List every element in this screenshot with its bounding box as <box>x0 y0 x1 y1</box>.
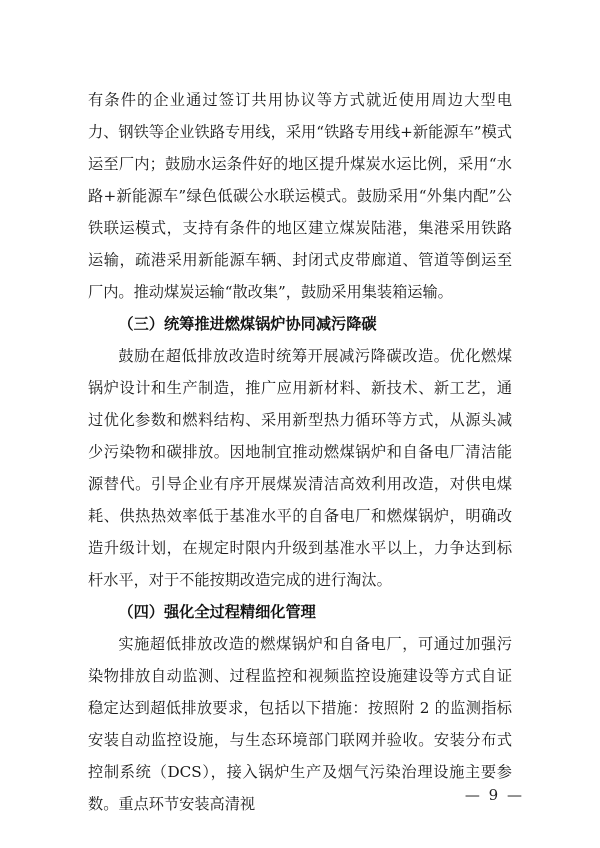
page-number: — 9 — <box>464 786 524 804</box>
section-heading-3: （三）统筹推进燃煤锅炉协同减污降碳 <box>118 315 377 333</box>
document-body <box>88 84 512 820</box>
paragraph-section-3: 鼓励在超低排放改造时统筹开展减污降碳改造。优化燃煤锅炉设计和生产制造，推广应用新材料、新技术、新工艺，通过优化参数和燃料结构、采用新型热力循环等方式，从源头减少污染物和碳排放。因地制宜推动燃煤锅炉和自备电厂清洁能源替代。引导企业有序开展煤炭清洁高效利用改造，对供电煤耗、供热热效率低于基准水平的自备电厂和燃煤锅炉，明确改造升级计划，在规定时限内升级到基准水平以上，力争达到标杆水平，对于不能按期改造完成的进行淘汰。 <box>88 347 512 589</box>
section-heading-4: （四）强化全过程精细化管理 <box>118 603 316 621</box>
paragraph-continued: 有条件的企业通过签订共用协议等方式就近使用周边大型电力、钢铁等企业铁路专用线，采用“铁路专用线+新能源车”模式运至厂内；鼓励水运条件好的地区提升煤炭水运比例，采用“水路+新能源车”绿色低碳公水联运模式。鼓励采用“外集内配”公铁联运模式，支持有条件的地区建立煤炭陆港，集港采用铁路运输，疏港采用新能源车辆、封闭式皮带廊道、管道等倒运至厂内。推动煤炭运输“散改集”，鼓励采用集装箱运输。 <box>88 91 512 301</box>
paragraph-section-4: 实施超低排放改造的燃煤锅炉和自备电厂，可通过加强污染物排放自动监测、过程监控和视频监控设施建设等方式自证稳定达到超低排放要求，包括以下措施：按照附 2 的监测指标安装自动监控设施，与生态环境部门联网并验收。安装分布式控制系统（DCS），接入锅炉生产及烟气污染治理设施主要参数。重点环节安装高清视 <box>88 635 512 813</box>
